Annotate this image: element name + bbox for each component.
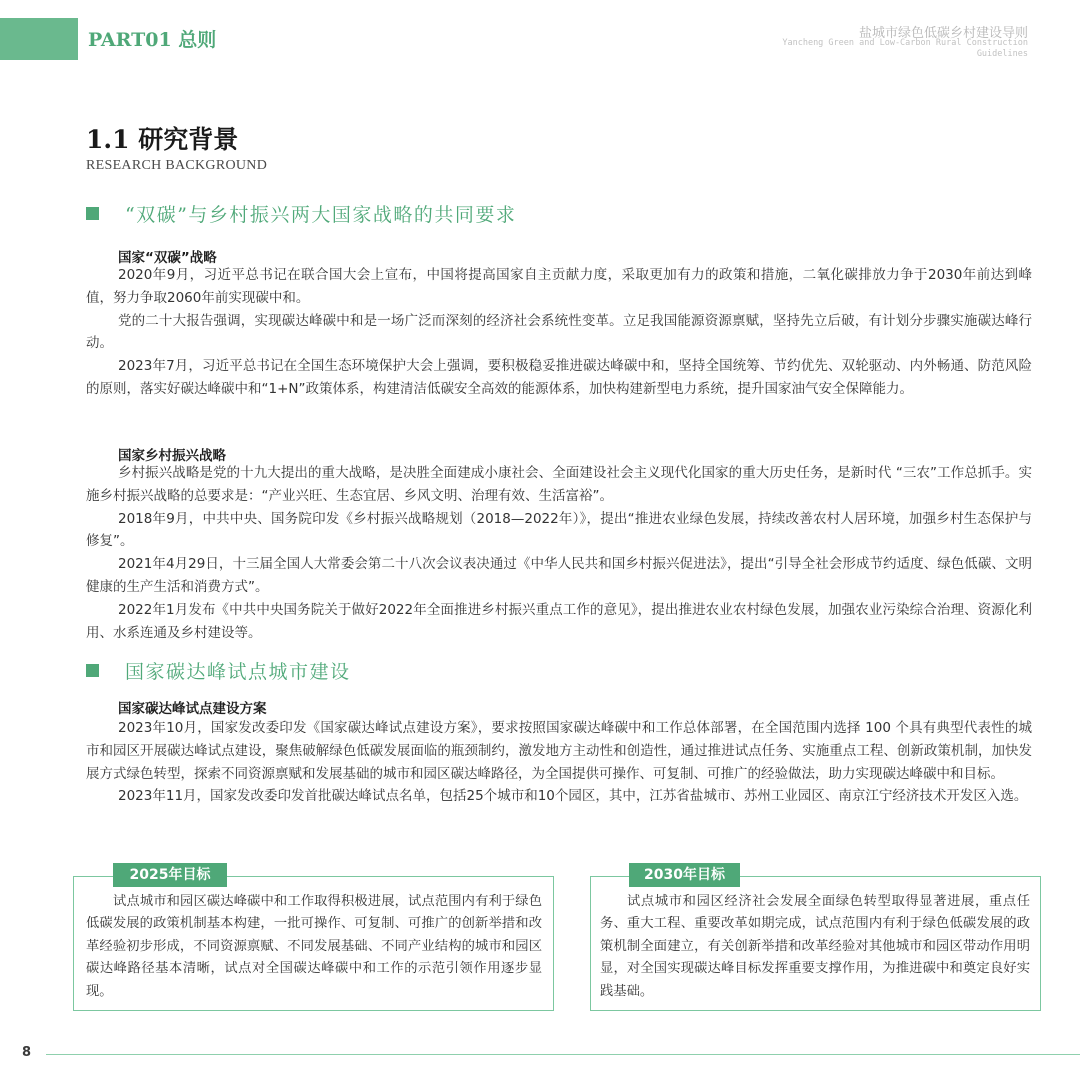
paragraph: 2020年9月，习近平总书记在联合国大会上宣布，中国将提高国家自主贡献力度，采取更加有力的政策和措施，二氧化碳排放力争于2030年前达到峰值，努力争取2060年前实现碳中和。 bbox=[86, 267, 1032, 306]
paragraph-group-rural-revitalization bbox=[86, 462, 1032, 644]
paragraph: 2023年11月，国家发改委印发首批碳达峰试点名单，包括25个城市和10个园区，其中，江苏省盐城市、苏州工业园区、南京江宁经济技术开发区入选。 bbox=[118, 788, 1028, 805]
block-label-rural-revitalization: 国家乡村振兴战略 bbox=[118, 448, 226, 464]
part-label: PART01 总则 bbox=[88, 29, 217, 51]
paragraph: 2022年1月发布《中共中央国务院关于做好2022年全面推进乡村振兴重点工作的意见》，提出推进农业农村绿色发展，加强农业污染综合治理、资源化利用、水系连通及乡村建设等。 bbox=[86, 601, 1032, 641]
subsection-heading-text: 国家碳达峰试点城市建设 bbox=[125, 660, 351, 683]
subsection-heading-carbon-peak-pilot bbox=[86, 656, 351, 684]
section-subtitle: RESEARCH BACKGROUND bbox=[86, 158, 268, 173]
section-title: 1.1 研究背景 bbox=[86, 125, 239, 154]
subsection-heading-dual-carbon bbox=[86, 199, 516, 227]
goal-tag-2030: 2030年目标 bbox=[629, 863, 740, 887]
paragraph: 2023年7月，习近平总书记在全国生态环境保护大会上强调，要积极稳妥推进碳达峰碳中和，坚持全国统筹、节约优先、双轮驱动、内外畅通、防范风险的原则，落实好碳达峰碳中和“1+N”政策体系，构建清洁低碳安全高效的能源体系，加快构建新型电力系统，提升国家油气安全保障能力。 bbox=[86, 358, 1032, 397]
paragraph: 2018年9月，中共中央、国务院印发《乡村振兴战略规划（2018—2022年）》，提出“推进农业绿色发展，持续改善农村人居环境，加强乡村生态保护与修复”。 bbox=[86, 510, 1032, 550]
guide-title-en: Yancheng Green and Low-Carbon Rural Construction Guidelines bbox=[782, 38, 1028, 59]
goal-tag-2025: 2025年目标 bbox=[113, 863, 227, 887]
paragraph: 乡村振兴战略是党的十九大提出的重大战略，是决胜全面建成小康社会、全面建设社会主义现代化国家的重大历史任务，是新时代 “三农”工作总抓手。实施乡村振兴战略的总要求是：“产业兴旺、生态宜居、乡风文明、治理有效、生活富裕”。 bbox=[86, 465, 1032, 504]
goal-text-2030: 试点城市和园区经济社会发展全面绿色转型取得显著进展，重点任务、重大工程、重要改革如期完成，试点范围内有利于绿色低碳发展的政策机制全面建立，有关创新举措和改革经验对其他城市和园区带动作用明显，对全国实现碳达峰目标发挥重要支撑作用，为推进碳中和奠定良好实践基础。 bbox=[600, 894, 1030, 999]
goal-text-2025: 试点城市和园区碳达峰碳中和工作取得积极进展，试点范围内有利于绿色低碳发展的政策机制基本构建，一批可操作、可复制、可推广的创新举措和改革经验初步形成，不同资源禀赋、不同发展基础、不同产业结构的城市和园区碳达峰路径基本清晰，试点对全国碳达峰碳中和工作的示范引领作用逐步显现。 bbox=[86, 894, 542, 999]
paragraph: 党的二十大报告强调，实现碳达峰碳中和是一场广泛而深刻的经济社会系统性变革。立足我国能源资源禀赋，坚持先立后破，有计划分步骤实施碳达峰行动。 bbox=[86, 312, 1032, 352]
paragraph-group-dual-carbon bbox=[86, 264, 1032, 401]
footer-divider bbox=[46, 1054, 1080, 1055]
paragraph: 2021年4月29日，十三届全国人大常委会第二十八次会议表决通过《中华人民共和国乡村振兴促进法》，提出“引导全社会形成节约适度、绿色低碳、文明健康的生产生活和消费方式”。 bbox=[86, 556, 1032, 595]
paragraph-group-pilot-plan bbox=[86, 717, 1032, 808]
paragraph: 2023年10月，国家发改委印发《国家碳达峰试点建设方案》，要求按照国家碳达峰碳中和工作总体部署，在全国范围内选择 100 个具有典型代表性的城市和园区开展碳达峰试点建设，聚焦破解绿色低碳发展面临的瓶颈制约，激发地方主动性和创造性，通过推进试点任务、实施重点工程、创新政策机制，加快发展方式绿色转型，探索不同资源禀赋和发展基础的城市和园区碳达峰路径，为全国提供可操作、可复制、可推广的经验做法，助力实现碳达峰碳中和目标。 bbox=[86, 720, 1032, 782]
square-bullet-icon bbox=[86, 207, 99, 220]
block-label-dual-carbon: 国家“双碳”战略 bbox=[118, 250, 217, 266]
subsection-heading-text: “双碳”与乡村振兴两大国家战略的共同要求 bbox=[125, 203, 517, 226]
square-bullet-icon bbox=[86, 664, 99, 677]
block-label-pilot-plan: 国家碳达峰试点建设方案 bbox=[118, 701, 267, 717]
page-number: 8 bbox=[22, 1045, 32, 1060]
guide-title: 盐城市绿色低碳乡村建设导则 bbox=[858, 26, 1028, 41]
header-accent-block bbox=[0, 18, 78, 60]
